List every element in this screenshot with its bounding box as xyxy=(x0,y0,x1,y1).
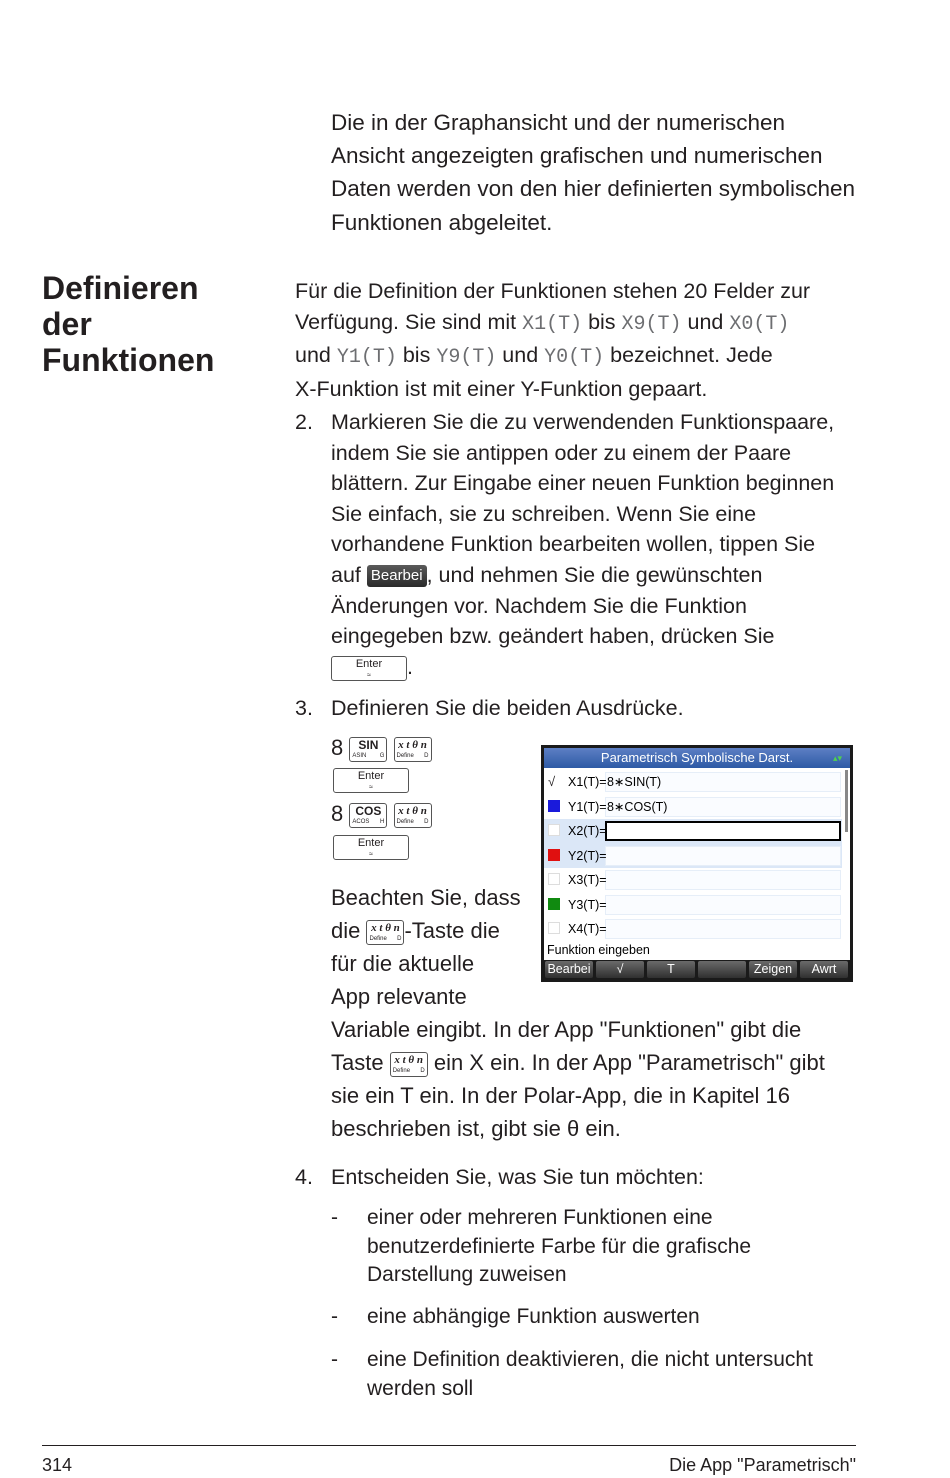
code-x0: X0(T) xyxy=(729,312,790,336)
intro-line: Daten werden von den hier definierten symbolischen xyxy=(331,176,856,202)
key-sequence-enter-2 xyxy=(333,835,409,860)
code-x1: X1(T) xyxy=(522,312,583,336)
intro-line: Funktionen abgeleitet. xyxy=(331,209,553,235)
text: bezeichnet. Jede xyxy=(604,343,773,368)
key-alpha-label: D xyxy=(397,935,402,942)
function-expression: 8∗COS(T) xyxy=(607,799,668,814)
key-sub-label: Define xyxy=(396,818,414,825)
dash: - xyxy=(331,1348,338,1371)
function-label: X4(T)= xyxy=(568,922,607,936)
softkey-menu xyxy=(544,960,850,979)
text: und xyxy=(295,343,337,368)
bullet-line: benutzerdefinierte Farbe für die grafische xyxy=(367,1234,752,1258)
section-title xyxy=(42,270,282,378)
color-swatch[interactable] xyxy=(548,898,560,910)
bullet-line: werden soll xyxy=(367,1376,474,1400)
function-field[interactable] xyxy=(605,870,841,890)
text: Verfügung. Sie sind mit xyxy=(295,309,523,334)
note-line: beschrieben ist, gibt sie θ ein. xyxy=(331,1116,621,1141)
xtn-key[interactable] xyxy=(394,803,432,828)
key-alpha-label: H xyxy=(380,818,385,825)
key-label: x t θ n xyxy=(398,738,427,751)
softkey-awrt[interactable]: Awrt xyxy=(800,961,848,978)
function-row[interactable] xyxy=(544,770,842,795)
color-swatch[interactable] xyxy=(548,849,560,861)
text: X-Funktion ist mit einer Y-Funktion gepaart. xyxy=(295,376,708,401)
key-sub-label: ≈ xyxy=(369,784,373,791)
function-field[interactable] xyxy=(605,895,841,915)
xtn-key[interactable] xyxy=(394,737,432,762)
note-line: sie ein T ein. In der Polar-App, die in Kapitel 16 xyxy=(331,1083,791,1108)
text: auf xyxy=(331,562,367,587)
function-row[interactable] xyxy=(544,917,842,942)
softkey-zeigen[interactable]: Zeigen xyxy=(749,961,797,978)
code-y1: Y1(T) xyxy=(336,346,397,370)
color-swatch[interactable] xyxy=(548,873,560,885)
key-label: x t θ n xyxy=(394,1053,424,1066)
function-row[interactable] xyxy=(544,868,842,893)
function-label: Y1(T)= xyxy=(568,799,607,814)
step-line xyxy=(331,652,871,683)
key-sub-label: ASIN xyxy=(352,752,367,759)
key-alpha-label: D xyxy=(420,1067,425,1074)
function-field[interactable] xyxy=(605,846,841,866)
text: Für die Definition der Funktionen stehen 20 Felder zur xyxy=(295,279,811,303)
function-row[interactable] xyxy=(544,819,842,844)
enter-key[interactable] xyxy=(331,656,407,681)
para-line xyxy=(295,340,875,374)
xtn-key[interactable] xyxy=(390,1052,428,1077)
bullet-line: Darstellung zuweisen xyxy=(367,1263,567,1286)
text: die xyxy=(331,918,367,943)
text: , und nehmen Sie die gewünschten xyxy=(426,562,763,587)
enter-key[interactable] xyxy=(333,835,409,860)
calculator-screen xyxy=(541,745,853,982)
sin-key[interactable] xyxy=(349,737,387,762)
step-line xyxy=(331,560,871,591)
key-label: x t θ n xyxy=(398,804,427,817)
bullet-text xyxy=(367,1346,847,1403)
step-3-text: Definieren Sie die beiden Ausdrücke. xyxy=(331,696,684,720)
key-label: Enter xyxy=(355,657,383,670)
function-field[interactable] xyxy=(605,821,841,841)
screen-display xyxy=(544,748,850,979)
key-alpha-label: G xyxy=(379,752,385,759)
text: -Taste die xyxy=(404,918,500,943)
key-label: COS xyxy=(355,803,382,818)
code-y9: Y9(T) xyxy=(436,346,497,370)
note-line xyxy=(331,1046,891,1079)
bullet-text xyxy=(367,1204,847,1290)
xtn-key[interactable] xyxy=(366,920,404,945)
note-line xyxy=(331,914,531,947)
text: und xyxy=(496,343,545,368)
function-expression: 8∗SIN(T) xyxy=(607,775,662,789)
text: . xyxy=(407,654,413,679)
key-alpha-label: D xyxy=(424,752,429,759)
step-line: blättern. Zur Eingabe einer neuen Funktion beginnen xyxy=(331,471,835,496)
step-line: Änderungen vor. Nachdem Sie die Funktion xyxy=(331,593,747,618)
step-line: indem Sie sie antippen oder zu einem der Paare xyxy=(331,440,792,465)
key-sequence-2 xyxy=(331,801,432,828)
key-label: x t θ n xyxy=(371,921,400,934)
xtn-note xyxy=(331,881,531,1013)
step-line: eingegeben bzw. geändert haben, drücken Sie xyxy=(331,624,775,649)
step-line: vorhandene Funktion bearbeiten wollen, tippen Sie xyxy=(331,532,816,557)
page-number: 314 xyxy=(42,1455,73,1475)
color-swatch[interactable] xyxy=(548,824,560,836)
status-indicator-icon: ▴▾ xyxy=(832,753,842,763)
text: Taste xyxy=(331,1050,390,1075)
note-line: App relevante xyxy=(331,984,467,1009)
key-sequence-enter-1 xyxy=(333,768,409,793)
step-2-text xyxy=(331,407,871,682)
section-title-line: Funktionen xyxy=(42,342,215,378)
function-label: X1(T)= xyxy=(568,775,607,789)
key-sub-label: Define xyxy=(392,1067,411,1074)
para-line xyxy=(295,307,875,341)
key-label: Enter xyxy=(357,770,385,782)
key-sub-label: Define xyxy=(369,935,387,942)
step-number: 3. xyxy=(295,696,313,720)
bullet-line: eine Definition deaktivieren, die nicht untersucht xyxy=(367,1348,813,1371)
cos-key[interactable] xyxy=(349,803,387,828)
function-field[interactable] xyxy=(605,919,841,939)
screen-title-bar xyxy=(544,748,850,768)
step-4-text: Entscheiden Sie, was Sie tun möchten: xyxy=(331,1165,704,1189)
check-mark-icon: √ xyxy=(548,774,556,789)
para-line xyxy=(295,374,875,405)
para-line xyxy=(295,276,875,307)
color-swatch[interactable] xyxy=(548,922,560,934)
note-line: Variable eingibt. In der App "Funktionen" gibt die xyxy=(331,1017,802,1042)
intro-line: Ansicht angezeigten grafischen und numerischen xyxy=(331,143,823,169)
section-title-line: der xyxy=(42,306,92,342)
dash: - xyxy=(331,1305,338,1328)
digit: 8 xyxy=(331,735,344,760)
screen-status: Funktion eingeben xyxy=(547,943,650,957)
code-x9: X9(T) xyxy=(621,312,682,336)
intro-paragraph xyxy=(331,106,891,239)
function-row[interactable] xyxy=(544,844,842,869)
scrollbar[interactable] xyxy=(845,770,848,832)
color-swatch[interactable] xyxy=(548,776,560,788)
key-sub-label: ACOS xyxy=(352,818,370,825)
code-y0: Y0(T) xyxy=(544,346,605,370)
bullet-text xyxy=(367,1303,847,1332)
step-line: Markieren Sie die zu verwendenden Funktionspaare, xyxy=(331,410,835,434)
text: und xyxy=(681,309,730,334)
note-line: für die aktuelle xyxy=(331,951,475,976)
key-label: Enter xyxy=(357,837,385,849)
intro-line: Die in der Graphansicht und der numerischen xyxy=(331,110,785,135)
footer-rule xyxy=(42,1445,856,1446)
color-swatch[interactable] xyxy=(548,800,560,812)
softkey-check[interactable]: √ xyxy=(596,961,644,978)
softkey-empty[interactable] xyxy=(698,961,746,978)
softkey-bearbei[interactable]: Bearbei xyxy=(545,961,593,978)
function-row[interactable] xyxy=(544,795,842,820)
enter-key[interactable] xyxy=(333,768,409,793)
key-alpha-label: D xyxy=(424,818,429,825)
definition-paragraph xyxy=(295,276,875,404)
softkey-t[interactable]: T xyxy=(647,961,695,978)
key-sub-label: ≈ xyxy=(367,671,371,679)
function-label: Y3(T)= xyxy=(568,897,607,912)
function-row[interactable] xyxy=(544,893,842,918)
key-sub-label: ≈ xyxy=(369,851,373,858)
bullet-line: eine abhängige Funktion auswerten xyxy=(367,1305,700,1328)
key-sub-label: Define xyxy=(396,752,414,759)
bullet-line: einer oder mehreren Funktionen eine xyxy=(367,1206,713,1229)
function-label: Y2(T)= xyxy=(568,848,607,863)
key-sequence-1 xyxy=(331,735,432,762)
section-title-line: Definieren xyxy=(42,270,199,306)
dash: - xyxy=(331,1206,338,1229)
step-number: 2. xyxy=(295,410,313,434)
screen-title: Parametrisch Symbolische Darst. xyxy=(600,750,794,765)
xtn-note-continued xyxy=(331,1013,891,1145)
function-label: X3(T)= xyxy=(568,873,607,887)
chapter-title: Die App "Parametrisch" xyxy=(669,1455,856,1475)
step-number: 4. xyxy=(295,1165,313,1189)
text: bis xyxy=(396,343,437,368)
function-label: X2(T)= xyxy=(568,824,607,838)
text: ein X ein. In der App "Parametrisch" gibt xyxy=(433,1050,825,1075)
key-label: SIN xyxy=(358,737,379,752)
bearbei-softkey[interactable]: Bearbei xyxy=(367,565,427,587)
step-line: Sie einfach, sie zu schreiben. Wenn Sie eine xyxy=(331,501,757,526)
note-line: Beachten Sie, dass xyxy=(331,885,521,910)
text: bis xyxy=(582,309,622,334)
digit: 8 xyxy=(331,801,344,826)
